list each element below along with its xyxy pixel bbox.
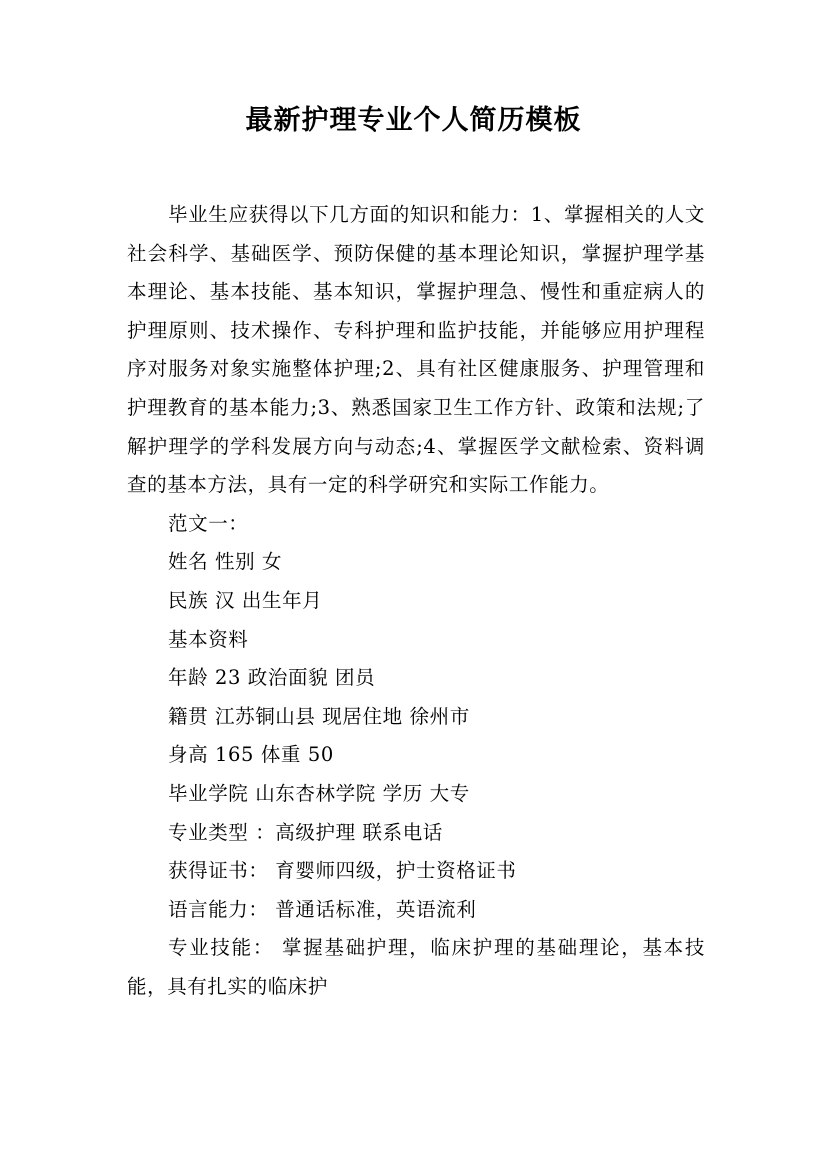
- document-body: [127, 196, 705, 1006]
- sample-heading: 范文一：: [168, 511, 249, 535]
- resume-line-major: 专业类型 ：高级护理 联系电话: [168, 820, 443, 844]
- intro-paragraph: 毕业生应获得以下几方面的知识和能力：1、掌握相关的人文社会科学、基础医学、预防保健的基本理论知识，掌握护理学基本理论、基本技能、基本知识，掌握护理急、慢性和重症病人的护理原则、技术操作、专科护理和监护技能，并能够应用护理程序对服务对象实施整体护理;2、具有社区健康服务、护理管理和护理教育的基本能力;3、熟悉国家卫生工作方针、政策和法规;了解护理学的学科发展方向与动态;4、掌握医学文献检索、资料调查的基本方法，具有一定的科学研究和实际工作能力。: [127, 203, 705, 497]
- resume-line-certificates: 获得证书： 育婴师四级，护士资格证书: [168, 859, 517, 883]
- resume-line-ethnicity: 民族 汉 出生年月: [168, 588, 323, 612]
- resume-line-hometown: 籍贯 江苏铜山县 现居住地 徐州市: [168, 704, 470, 728]
- document-title: 最新护理专业个人简历模板: [245, 105, 582, 136]
- resume-line-school: 毕业学院 山东杏林学院 学历 大专: [168, 781, 470, 805]
- resume-line-languages: 语言能力： 普通话标准，英语流利: [168, 897, 477, 921]
- resume-line-name: 姓名 性别 女: [168, 550, 283, 574]
- resume-line-basic-info: 基本资料: [168, 627, 249, 651]
- skills-paragraph: 专业技能： 掌握基础护理，临床护理的基础理论，基本技能，具有扎实的临床护: [127, 936, 705, 998]
- resume-line-height: 身高 165 体重 50: [168, 743, 334, 767]
- resume-line-age: 年龄 23 政治面貌 团员: [168, 666, 376, 690]
